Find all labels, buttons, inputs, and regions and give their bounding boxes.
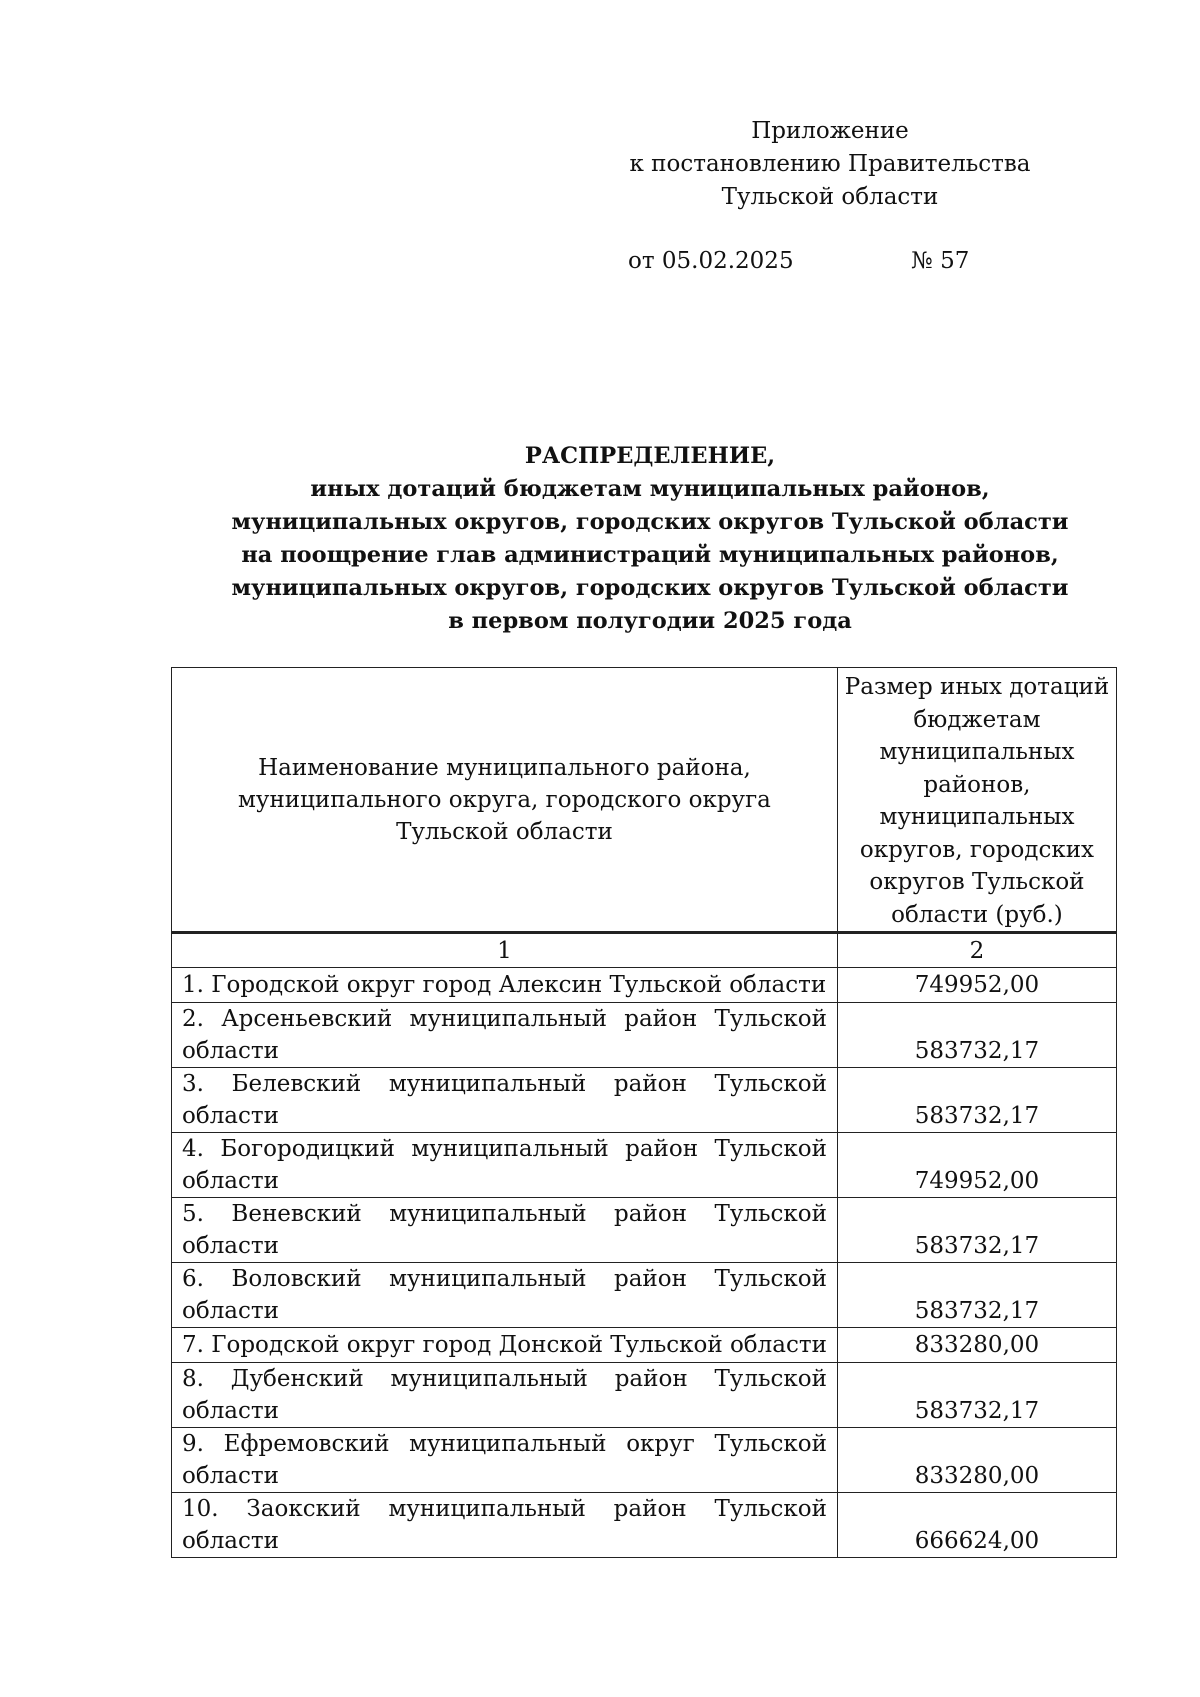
amount-value: 583732,17 bbox=[837, 1068, 1116, 1133]
amount-value: 583732,17 bbox=[837, 1003, 1116, 1068]
amount-value: 833280,00 bbox=[837, 1328, 1116, 1363]
municipality-name: 10. Заокский муниципальный район Тульской области bbox=[172, 1493, 838, 1558]
table-header-row bbox=[172, 668, 1117, 933]
amount-value: 583732,17 bbox=[837, 1263, 1116, 1328]
table-row bbox=[172, 1263, 1117, 1328]
title-line: на поощрение глав администраций муниципальных районов, bbox=[241, 542, 1059, 568]
table-row bbox=[172, 1068, 1117, 1133]
appendix-block bbox=[600, 115, 1060, 214]
municipality-name: 5. Веневский муниципальный район Тульской области bbox=[172, 1198, 838, 1263]
title-line: муниципальных округов, городских округов Тульской области bbox=[231, 509, 1069, 535]
amount-value: 583732,17 bbox=[837, 1198, 1116, 1263]
title-line: иных дотаций бюджетам муниципальных районов, bbox=[310, 476, 990, 502]
column-header-amount: Размер иных дотаций бюджетам муниципальных районов, муниципальных округов, городских округов Тульской области (руб.) bbox=[837, 668, 1116, 933]
municipality-name: 6. Воловский муниципальный район Тульской области bbox=[172, 1263, 838, 1328]
appendix-line: Приложение bbox=[751, 118, 909, 144]
amount-value: 583732,17 bbox=[837, 1363, 1116, 1428]
resolution-number: № 57 bbox=[911, 248, 970, 274]
amount-value: 666624,00 bbox=[837, 1493, 1116, 1558]
title-line: в первом полугодии 2025 года bbox=[448, 608, 852, 634]
amount-value: 749952,00 bbox=[837, 1133, 1116, 1198]
table-row bbox=[172, 1133, 1117, 1198]
municipality-name: 3. Белевский муниципальный район Тульской области bbox=[172, 1068, 838, 1133]
table-row bbox=[172, 1428, 1117, 1493]
column-number: 1 bbox=[172, 933, 838, 968]
table-row bbox=[172, 1363, 1117, 1428]
column-number: 2 bbox=[837, 933, 1116, 968]
column-header-name: Наименование муниципального района, муниципального округа, городского округа Тульской области bbox=[172, 668, 838, 933]
resolution-date: от 05.02.2025 bbox=[628, 248, 794, 274]
municipality-name: 1. Городской округ город Алексин Тульской области bbox=[172, 968, 838, 1003]
distribution-table bbox=[171, 667, 1117, 1558]
title-line: РАСПРЕДЕЛЕНИЕ, bbox=[524, 443, 776, 469]
table-row bbox=[172, 1003, 1117, 1068]
document-title bbox=[170, 440, 1130, 638]
municipality-name: 4. Богородицкий муниципальный район Тульской области bbox=[172, 1133, 838, 1198]
table-row bbox=[172, 1198, 1117, 1263]
table-row bbox=[172, 1493, 1117, 1558]
amount-value: 833280,00 bbox=[837, 1428, 1116, 1493]
amount-value: 749952,00 bbox=[837, 968, 1116, 1003]
municipality-name: 8. Дубенский муниципальный район Тульской области bbox=[172, 1363, 838, 1428]
table-row bbox=[172, 968, 1117, 1003]
table-row bbox=[172, 1328, 1117, 1363]
municipality-name: 9. Ефремовский муниципальный округ Тульской области bbox=[172, 1428, 838, 1493]
municipality-name: 7. Городской округ город Донской Тульской области bbox=[172, 1328, 838, 1363]
appendix-line: к постановлению Правительства bbox=[629, 151, 1031, 177]
appendix-line: Тульской области bbox=[721, 184, 939, 210]
municipality-name: 2. Арсеньевский муниципальный район Тульской области bbox=[172, 1003, 838, 1068]
column-number-row bbox=[172, 933, 1117, 968]
title-line: муниципальных округов, городских округов Тульской области bbox=[231, 575, 1069, 601]
